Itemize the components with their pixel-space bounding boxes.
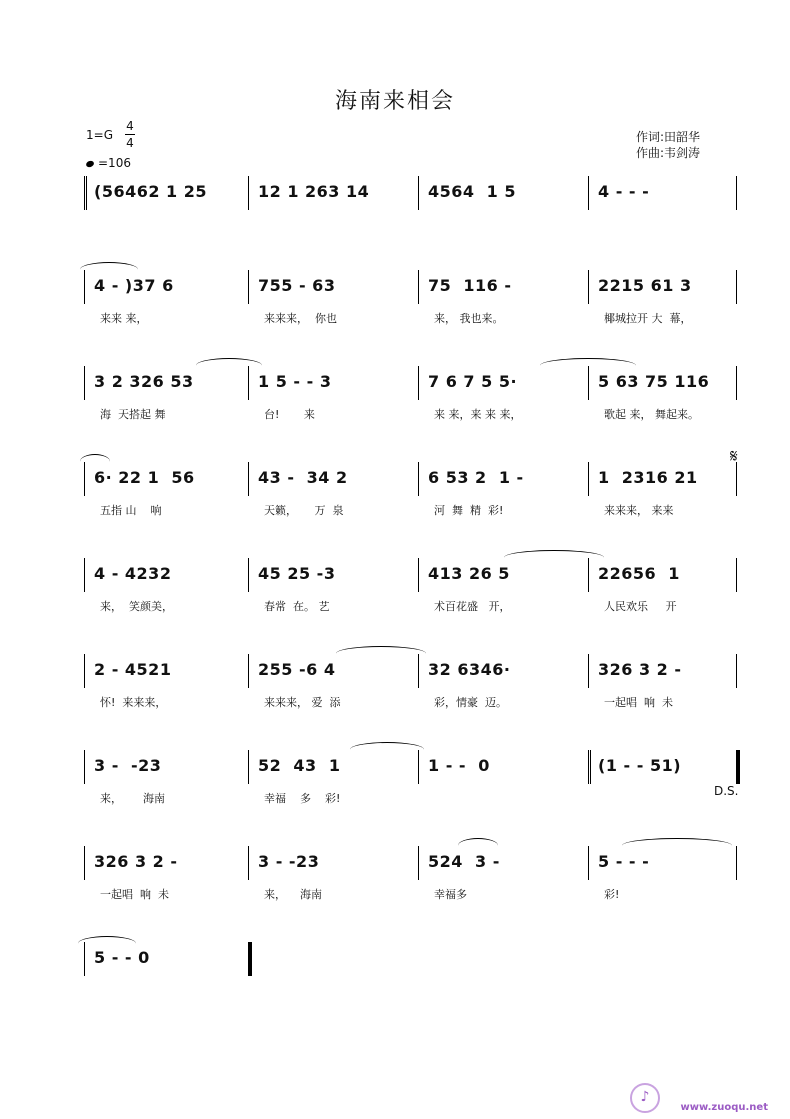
measure-lyrics: 来来 来， [100,312,148,325]
bar-line [84,654,85,688]
bar-line [588,270,589,304]
measure-notes: 524 3 - [428,852,500,871]
measure-notes: 32 6346· [428,660,511,679]
measure-lyrics: 幸福 多 彩! [264,792,341,805]
measure-notes: 43 - 34 2 [258,468,348,487]
score-line [84,846,744,916]
bar-line [418,176,419,210]
time-signature-top: 4 [126,119,134,133]
bar-line [248,270,249,304]
measure-notes: 1 2316 21 [598,468,698,487]
tempo-marking [86,156,131,170]
bar-line [736,846,737,880]
bar-line [248,462,249,496]
measure-lyrics: 来， 笑颜美， [100,600,173,613]
measure-notes: 1 - - 0 [428,756,490,775]
score-line [84,750,744,820]
measure-lyrics: 天籁， 万 泉 [264,504,344,517]
measure-notes: 4564 1 5 [428,182,517,201]
measure-notes: 5 63 75 116 [598,372,710,391]
measure-lyrics: 歌起 来， 舞起来。 [604,408,699,421]
measure-notes: 2215 61 3 [598,276,692,295]
measure-notes: 45 25 -3 [258,564,336,583]
measure-lyrics: 幸福多 [434,888,467,901]
bar-line [248,942,252,976]
slur [196,358,262,373]
bar-line [248,654,249,688]
measure-lyrics: 一起唱 响 未 [604,696,673,709]
measure-notes: 7 6 7 5 5· [428,372,518,391]
score-line [84,942,744,1012]
score-line [84,446,744,532]
measure-notes: 326 3 2 - [598,660,682,679]
watermark-logo-icon: ♪ [630,1083,660,1113]
measure-notes: 4 - )37 6 [94,276,174,295]
score-line [84,654,744,724]
measure-lyrics: 来， 我也来。 [434,312,504,325]
measure-lyrics: 术百花盛 开， [434,600,511,613]
score-line [84,176,744,246]
bar-line [588,176,589,210]
measure-lyrics: 五指 山 响 [100,504,162,517]
slur [622,838,732,853]
measure-notes: 6· 22 1 56 [94,468,195,487]
bar-line [736,750,740,784]
measure-lyrics: 来来来， 爱 添 [264,696,341,709]
watermark [681,1102,768,1113]
measure-notes: 1 5 - - 3 [258,372,332,391]
bar-line [248,558,249,592]
bar-line [588,846,589,880]
score-line [84,366,744,436]
bar-line [84,176,87,210]
slur [80,262,138,277]
measure-notes: 4 - - - [598,182,650,201]
measure-notes: (56462 1 25 [94,182,208,201]
bar-line [588,750,591,784]
measure-lyrics: 来， 海南 [100,792,165,805]
slur [336,646,426,661]
measure-notes: 3 - -23 [258,852,320,871]
bar-line [84,750,85,784]
measure-lyrics: 来 来，来 来 来， [434,408,522,421]
bar-line [418,558,419,592]
measure-lyrics: 来来来， 你也 [264,312,337,325]
bar-line [736,462,737,496]
bar-line [84,366,85,400]
bar-line [588,462,589,496]
measure-notes: 5 - - - [598,852,650,871]
slur [458,838,498,853]
bar-line [248,846,249,880]
bar-line [418,366,419,400]
bar-line [418,846,419,880]
tempo-value: =106 [98,156,131,170]
slur [350,742,424,757]
quarter-note-icon [85,159,95,167]
dal-segno-marking: D.S. [714,784,739,798]
time-signature-bottom: 4 [126,136,134,150]
measure-notes: 75 116 - [428,276,512,295]
measure-lyrics: 河 舞 精 彩! [434,504,504,517]
measure-lyrics: 一起唱 响 未 [100,888,169,901]
score-line [84,558,744,628]
measure-notes: 3 - -23 [94,756,162,775]
measure-lyrics: 椰城拉开 大 幕， [604,312,692,325]
measure-notes: 2 - 4521 [94,660,172,679]
measure-notes: 3 2 326 53 [94,372,194,391]
bar-line [84,846,85,880]
measure-notes: 4 - 4232 [94,564,172,583]
measure-notes: 12 1 263 14 [258,182,370,201]
segno-sign: 𝄋 [730,446,738,467]
measure-lyrics: 春常 在。 艺 [264,600,330,613]
measure-lyrics: 来来来， 来来 [604,504,674,517]
song-title: 海南来相会 [334,89,455,114]
measure-notes: 755 - 63 [258,276,336,295]
slur [78,936,136,951]
measure-notes: 255 -6 4 [258,660,336,679]
time-signature [124,118,136,151]
measure-notes: 326 3 2 - [94,852,178,871]
measure-notes: 5 - - 0 [94,948,150,967]
bar-line [84,558,85,592]
bar-line [588,654,589,688]
measure-lyrics: 彩，情豪 迈。 [434,696,507,709]
bar-line [736,176,737,210]
measure-lyrics: 海 天搭起 舞 [100,408,166,421]
measure-notes: 52 43 1 [258,756,341,775]
measure-notes: 22656 1 [598,564,680,583]
composer-credit: 作曲:韦剑涛 [636,146,701,160]
measure-lyrics: 怀! 来来来， [100,696,167,709]
slur [80,454,110,469]
measure-lyrics: 彩! [604,888,620,901]
measure-lyrics: 来， 海南 [264,888,322,901]
key-signature: 1=G [86,128,113,142]
bar-line [418,270,419,304]
measure-lyrics: 台! 来 [264,408,315,421]
watermark-site: www.zuoqu.net [680,1102,768,1113]
lyricist-credit: 作词:田韶华 [636,130,701,144]
bar-line [736,366,737,400]
bar-line [736,654,737,688]
bar-line [736,270,737,304]
measure-lyrics: 人民欢乐 开 [604,600,677,613]
bar-line [418,462,419,496]
bar-line [248,176,249,210]
measure-notes: (1 - - 51) [598,756,682,775]
bar-line [248,750,249,784]
measure-notes: 413 26 5 [428,564,510,583]
score-line [84,270,744,340]
measure-notes: 6 53 2 1 - [428,468,524,487]
slur [540,358,636,373]
slur [504,550,604,565]
bar-line [736,558,737,592]
